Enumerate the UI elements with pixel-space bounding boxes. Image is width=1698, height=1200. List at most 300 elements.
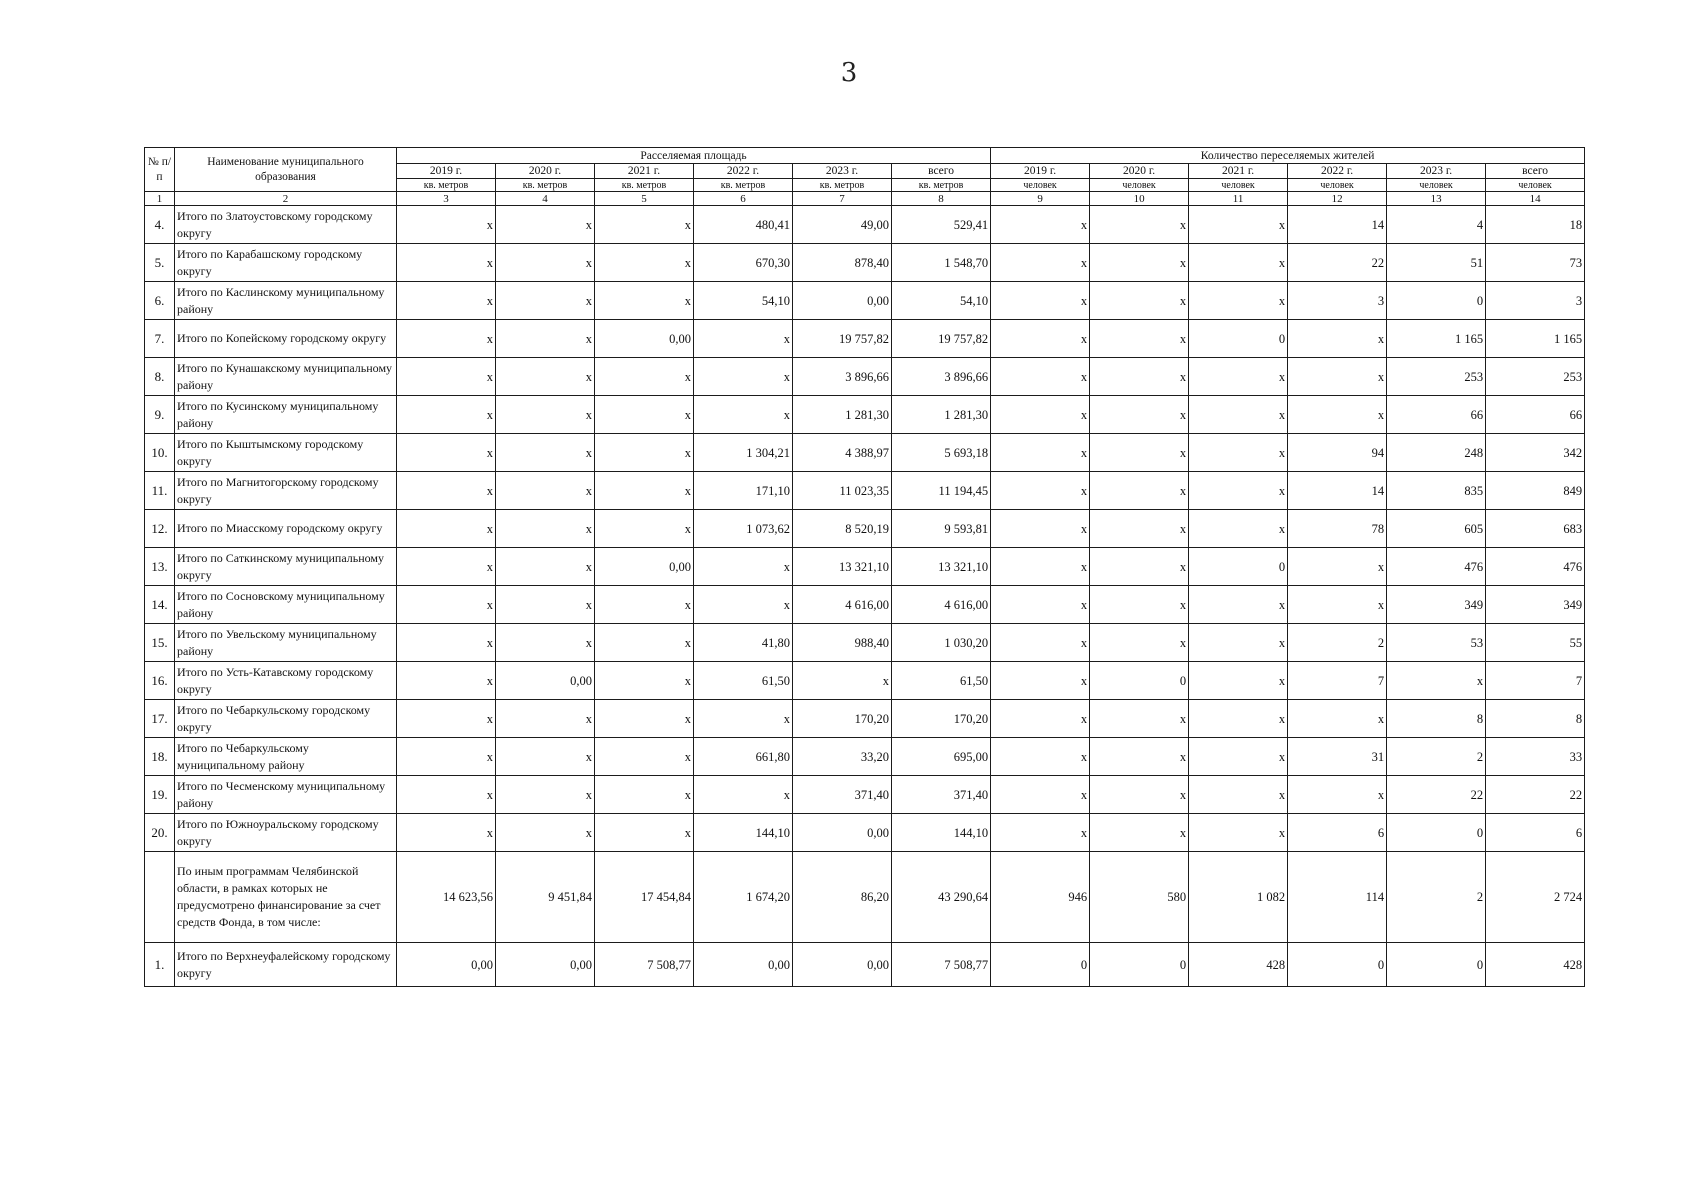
value-cell: x [1090,548,1189,586]
header-num: № п/п [145,148,175,192]
row-number: 14. [145,586,175,624]
value-cell: x [991,738,1090,776]
value-cell: 144,10 [892,814,991,852]
value-cell: x [694,776,793,814]
table-row [145,852,1585,943]
value-cell: 248 [1387,434,1486,472]
value-cell: x [1090,776,1189,814]
municipality-name: Итого по Увельскому муниципальному району [175,624,397,662]
value-cell: x [496,434,595,472]
value-cell: 2 [1387,738,1486,776]
value-cell: 3 896,66 [793,358,892,396]
value-cell: x [1090,282,1189,320]
value-cell: 253 [1387,358,1486,396]
value-cell: 94 [1288,434,1387,472]
value-cell: 9 451,84 [496,852,595,943]
value-cell: 55 [1486,624,1585,662]
header-unit: человек [1090,179,1189,192]
value-cell: 170,20 [793,700,892,738]
municipality-name: Итого по Саткинскому муниципальному округу [175,548,397,586]
value-cell: 7 [1486,662,1585,700]
header-year: 2022 г. [694,164,793,179]
value-cell: 0,00 [793,282,892,320]
value-cell: x [397,624,496,662]
value-cell: x [595,624,694,662]
resettlement-table [144,147,1585,987]
value-cell: 349 [1486,586,1585,624]
value-cell: 253 [1486,358,1585,396]
value-cell: x [1189,738,1288,776]
value-cell: 1 548,70 [892,244,991,282]
header-year: 2021 г. [595,164,694,179]
value-cell: x [991,396,1090,434]
value-cell: 11 023,35 [793,472,892,510]
value-cell: 988,40 [793,624,892,662]
header-name: Наименование муниципального образования [175,148,397,192]
value-cell: 14 623,56 [397,852,496,943]
value-cell: 6 [1288,814,1387,852]
value-cell: 605 [1387,510,1486,548]
value-cell: x [1189,814,1288,852]
value-cell: x [1090,738,1189,776]
value-cell: 19 757,82 [793,320,892,358]
table-row [145,548,1585,586]
row-number: 16. [145,662,175,700]
value-cell: x [397,738,496,776]
value-cell: x [694,358,793,396]
value-cell: 0,00 [793,814,892,852]
value-cell: 849 [1486,472,1585,510]
value-cell: x [1288,358,1387,396]
value-cell: x [991,320,1090,358]
value-cell: 144,10 [694,814,793,852]
header-col-number: 3 [397,192,496,206]
value-cell: 0 [991,943,1090,987]
header-year: 2020 г. [1090,164,1189,179]
value-cell: x [397,358,496,396]
municipality-name: Итого по Чебаркульскому муниципальному району [175,738,397,776]
header-unit: человек [1486,179,1585,192]
value-cell: x [694,396,793,434]
row-number: 8. [145,358,175,396]
value-cell: x [595,472,694,510]
value-cell: 0 [1090,662,1189,700]
value-cell: 946 [991,852,1090,943]
value-cell: x [496,548,595,586]
value-cell: 1 281,30 [793,396,892,434]
value-cell: 22 [1387,776,1486,814]
value-cell: 1 304,21 [694,434,793,472]
value-cell: x [1090,434,1189,472]
value-cell: x [496,586,595,624]
value-cell: 43 290,64 [892,852,991,943]
value-cell: 14 [1288,206,1387,244]
header-unit: человек [991,179,1090,192]
value-cell: 170,20 [892,700,991,738]
municipality-name: Итого по Южноуральскому городскому округу [175,814,397,852]
header-unit: человек [1288,179,1387,192]
value-cell: 670,30 [694,244,793,282]
value-cell: 0,00 [595,320,694,358]
header-col-number: 9 [991,192,1090,206]
value-cell: x [1189,282,1288,320]
header-col-number: 10 [1090,192,1189,206]
municipality-name: Итого по Кунашакскому муниципальному району [175,358,397,396]
value-cell: x [991,814,1090,852]
value-cell: x [1090,586,1189,624]
table-row [145,206,1585,244]
municipality-name: Итого по Магнитогорскому городскому округу [175,472,397,510]
value-cell: x [595,814,694,852]
value-cell: 41,80 [694,624,793,662]
value-cell: x [1189,510,1288,548]
value-cell: 78 [1288,510,1387,548]
row-number: 18. [145,738,175,776]
header-year: 2023 г. [1387,164,1486,179]
table-row [145,662,1585,700]
value-cell: 4 388,97 [793,434,892,472]
value-cell: 2 [1288,624,1387,662]
municipality-name: Итого по Верхнеуфалейскому городскому округу [175,943,397,987]
table-row [145,244,1585,282]
header-year: всего [892,164,991,179]
value-cell: x [397,206,496,244]
value-cell: x [595,434,694,472]
value-cell: 0,00 [595,548,694,586]
value-cell: x [397,662,496,700]
municipality-name: Итого по Чебаркульскому городскому округу [175,700,397,738]
value-cell: x [1090,510,1189,548]
value-cell: x [694,586,793,624]
value-cell: 349 [1387,586,1486,624]
value-cell: 8 [1387,700,1486,738]
value-cell: x [1288,548,1387,586]
value-cell: 1 165 [1486,320,1585,358]
value-cell: x [991,244,1090,282]
value-cell: x [1189,206,1288,244]
value-cell: 4 [1387,206,1486,244]
value-cell: x [1387,662,1486,700]
value-cell: 661,80 [694,738,793,776]
value-cell: x [397,814,496,852]
value-cell: x [496,396,595,434]
value-cell: 1 165 [1387,320,1486,358]
value-cell: 4 616,00 [892,586,991,624]
value-cell: x [496,206,595,244]
row-number [145,852,175,943]
value-cell: 61,50 [694,662,793,700]
header-col-number: 2 [175,192,397,206]
header-group-area: Расселяемая площадь [397,148,991,164]
value-cell: x [1189,244,1288,282]
value-cell: 17 454,84 [595,852,694,943]
header-year: 2023 г. [793,164,892,179]
value-cell: x [1090,244,1189,282]
value-cell: 11 194,45 [892,472,991,510]
value-cell: 7 [1288,662,1387,700]
value-cell: x [1189,358,1288,396]
table-row [145,943,1585,987]
header-col-number: 14 [1486,192,1585,206]
municipality-name: Итого по Усть-Катавскому городскому округу [175,662,397,700]
value-cell: x [1189,624,1288,662]
municipality-name: Итого по Копейскому городскому округу [175,320,397,358]
value-cell: x [1090,320,1189,358]
value-cell: x [1288,776,1387,814]
value-cell: x [991,434,1090,472]
value-cell: x [397,396,496,434]
row-number: 19. [145,776,175,814]
value-cell: 371,40 [892,776,991,814]
value-cell: 7 508,77 [595,943,694,987]
value-cell: x [397,472,496,510]
municipality-name: Итого по Чесменскому муниципальному району [175,776,397,814]
value-cell: 1 674,20 [694,852,793,943]
value-cell: x [595,776,694,814]
value-cell: 33,20 [793,738,892,776]
value-cell: x [595,662,694,700]
value-cell: 0 [1387,943,1486,987]
value-cell: x [1090,700,1189,738]
value-cell: x [397,510,496,548]
row-number: 1. [145,943,175,987]
value-cell: 8 [1486,700,1585,738]
value-cell: x [991,358,1090,396]
value-cell: 878,40 [793,244,892,282]
value-cell: 18 [1486,206,1585,244]
value-cell: 54,10 [892,282,991,320]
row-number: 12. [145,510,175,548]
header-col-number: 12 [1288,192,1387,206]
header-year: 2020 г. [496,164,595,179]
value-cell: x [1288,700,1387,738]
header-col-number: 4 [496,192,595,206]
value-cell: 66 [1387,396,1486,434]
municipality-name: Итого по Кусинскому муниципальному району [175,396,397,434]
value-cell: x [595,738,694,776]
table-row [145,586,1585,624]
header-unit: человек [1189,179,1288,192]
value-cell: 0 [1288,943,1387,987]
header-col-number: 6 [694,192,793,206]
value-cell: x [397,700,496,738]
table-row [145,776,1585,814]
value-cell: x [496,624,595,662]
value-cell: 5 693,18 [892,434,991,472]
row-number: 11. [145,472,175,510]
value-cell: x [991,700,1090,738]
value-cell: 3 [1486,282,1585,320]
header-year: 2019 г. [397,164,496,179]
value-cell: 2 724 [1486,852,1585,943]
row-number: 9. [145,396,175,434]
value-cell: x [496,244,595,282]
value-cell: 86,20 [793,852,892,943]
value-cell: 22 [1288,244,1387,282]
value-cell: x [397,776,496,814]
value-cell: x [397,320,496,358]
value-cell: x [694,548,793,586]
value-cell: x [1189,586,1288,624]
value-cell: 835 [1387,472,1486,510]
value-cell: x [595,700,694,738]
value-cell: x [397,282,496,320]
value-cell: 14 [1288,472,1387,510]
value-cell: x [1189,434,1288,472]
value-cell: x [397,586,496,624]
value-cell: 0,00 [397,943,496,987]
value-cell: 114 [1288,852,1387,943]
value-cell: x [1288,320,1387,358]
value-cell: x [595,396,694,434]
value-cell: 371,40 [793,776,892,814]
row-number: 17. [145,700,175,738]
header-col-number: 7 [793,192,892,206]
value-cell: x [397,548,496,586]
row-number: 7. [145,320,175,358]
value-cell: 0,00 [496,943,595,987]
value-cell: 49,00 [793,206,892,244]
value-cell: 1 073,62 [694,510,793,548]
value-cell: x [991,776,1090,814]
value-cell: 31 [1288,738,1387,776]
value-cell: 8 520,19 [793,510,892,548]
value-cell: x [991,206,1090,244]
table-row [145,320,1585,358]
table-row [145,434,1585,472]
value-cell: 3 896,66 [892,358,991,396]
value-cell: x [496,320,595,358]
value-cell: x [496,700,595,738]
row-number: 10. [145,434,175,472]
value-cell: x [991,586,1090,624]
value-cell: 0,00 [496,662,595,700]
row-number: 13. [145,548,175,586]
value-cell: x [991,662,1090,700]
header-year: 2021 г. [1189,164,1288,179]
header-unit: кв. метров [892,179,991,192]
value-cell: 51 [1387,244,1486,282]
value-cell: 33 [1486,738,1585,776]
value-cell: 0 [1387,282,1486,320]
municipality-name: По иным программам Челябинской области, в рамках которых не предусмотрено финансирование за счет средств Фонда, в том числе: [175,852,397,943]
value-cell: x [595,244,694,282]
header-col-number: 1 [145,192,175,206]
header-unit: кв. метров [595,179,694,192]
value-cell: x [991,472,1090,510]
header-col-number: 11 [1189,192,1288,206]
value-cell: 61,50 [892,662,991,700]
value-cell: 13 321,10 [892,548,991,586]
municipality-name: Итого по Златоустовскому городскому округу [175,206,397,244]
value-cell: x [496,472,595,510]
value-cell: x [397,434,496,472]
value-cell: 6 [1486,814,1585,852]
header-unit: человек [1387,179,1486,192]
value-cell: 428 [1189,943,1288,987]
value-cell: x [1090,358,1189,396]
value-cell: x [1288,396,1387,434]
value-cell: 695,00 [892,738,991,776]
value-cell: 9 593,81 [892,510,991,548]
value-cell: 428 [1486,943,1585,987]
value-cell: 580 [1090,852,1189,943]
value-cell: x [991,624,1090,662]
value-cell: x [595,206,694,244]
value-cell: 7 508,77 [892,943,991,987]
value-cell: 2 [1387,852,1486,943]
municipality-name: Итого по Кыштымскому городскому округу [175,434,397,472]
value-cell: 1 082 [1189,852,1288,943]
row-number: 15. [145,624,175,662]
value-cell: x [991,548,1090,586]
value-cell: 0 [1090,943,1189,987]
value-cell: x [496,358,595,396]
value-cell: 476 [1387,548,1486,586]
value-cell: 480,41 [694,206,793,244]
header-unit: кв. метров [397,179,496,192]
value-cell: 342 [1486,434,1585,472]
value-cell: 19 757,82 [892,320,991,358]
header-year: 2019 г. [991,164,1090,179]
value-cell: 54,10 [694,282,793,320]
value-cell: 0 [1189,320,1288,358]
table-row [145,472,1585,510]
table-row [145,358,1585,396]
value-cell: x [496,510,595,548]
header-year: всего [1486,164,1585,179]
value-cell: x [496,282,595,320]
value-cell: x [694,700,793,738]
value-cell: 22 [1486,776,1585,814]
value-cell: x [1189,472,1288,510]
value-cell: 529,41 [892,206,991,244]
header-col-number: 8 [892,192,991,206]
page-number: 3 [840,58,858,88]
value-cell: x [496,814,595,852]
value-cell: x [496,776,595,814]
value-cell: x [496,738,595,776]
value-cell: 0,00 [694,943,793,987]
header-unit: кв. метров [496,179,595,192]
table-row [145,738,1585,776]
value-cell: x [1090,624,1189,662]
value-cell: 73 [1486,244,1585,282]
table-row [145,282,1585,320]
row-number: 20. [145,814,175,852]
value-cell: x [1288,586,1387,624]
table-row [145,700,1585,738]
value-cell: x [1189,396,1288,434]
value-cell: 1 030,20 [892,624,991,662]
value-cell: 0,00 [793,943,892,987]
municipality-name: Итого по Миасскому городскому округу [175,510,397,548]
value-cell: x [1090,206,1189,244]
value-cell: x [694,320,793,358]
value-cell: x [991,510,1090,548]
value-cell: x [1189,662,1288,700]
municipality-name: Итого по Каслинскому муниципальному району [175,282,397,320]
value-cell: 66 [1486,396,1585,434]
value-cell: 1 281,30 [892,396,991,434]
value-cell: 683 [1486,510,1585,548]
value-cell: 0 [1387,814,1486,852]
header-group-people: Количество переселяемых жителей [991,148,1585,164]
value-cell: x [1090,396,1189,434]
value-cell: 53 [1387,624,1486,662]
value-cell: 171,10 [694,472,793,510]
row-number: 5. [145,244,175,282]
